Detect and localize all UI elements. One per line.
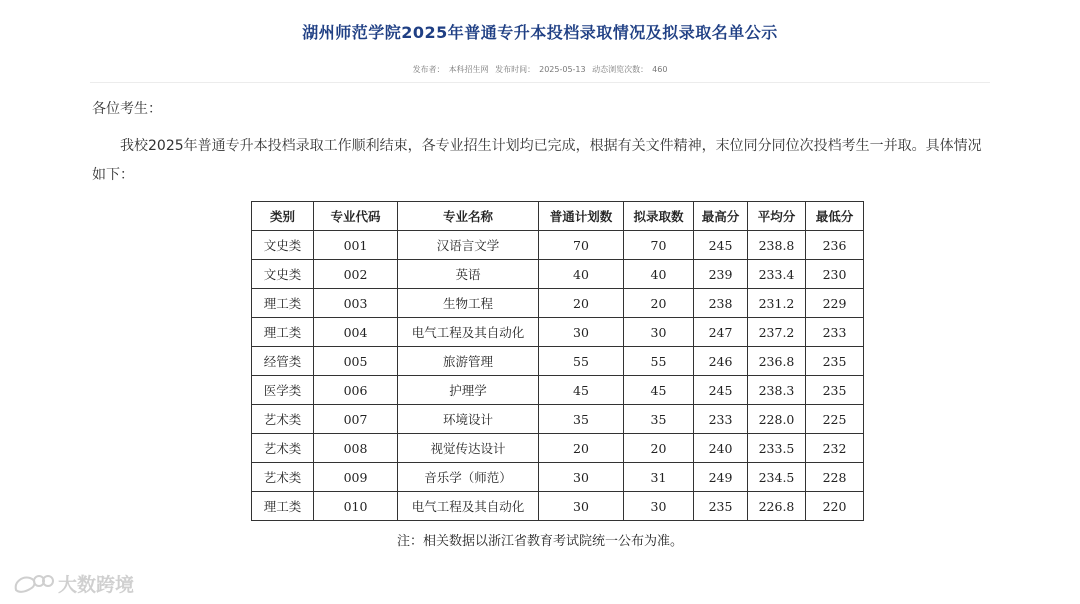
cell-max-score: 238: [694, 289, 748, 318]
cell-category: 理工类: [252, 289, 314, 318]
cell-min-score: 229: [806, 289, 864, 318]
cell-plan-count: 40: [539, 260, 624, 289]
cell-min-score: 230: [806, 260, 864, 289]
cell-major-name: 视觉传达设计: [398, 434, 539, 463]
cell-min-score: 220: [806, 492, 864, 521]
header-category: 类别: [252, 202, 314, 231]
cell-admit-count: 70: [624, 231, 694, 260]
cell-avg-score: 236.8: [748, 347, 806, 376]
cell-major-code: 001: [314, 231, 398, 260]
cell-category: 医学类: [252, 376, 314, 405]
cell-major-name: 护理学: [398, 376, 539, 405]
cell-max-score: 239: [694, 260, 748, 289]
cell-major-name: 电气工程及其自动化: [398, 492, 539, 521]
cell-avg-score: 238.8: [748, 231, 806, 260]
publisher: 本科招生网: [448, 65, 489, 74]
table-row: [252, 289, 864, 318]
divider: [90, 82, 990, 83]
cell-max-score: 249: [694, 463, 748, 492]
cell-min-score: 236: [806, 231, 864, 260]
cell-category: 艺术类: [252, 405, 314, 434]
cell-major-name: 环境设计: [398, 405, 539, 434]
header-admit-count: 拟录取数: [624, 202, 694, 231]
cell-admit-count: 40: [624, 260, 694, 289]
cell-avg-score: 228.0: [748, 405, 806, 434]
cell-plan-count: 70: [539, 231, 624, 260]
cell-max-score: 240: [694, 434, 748, 463]
table-row: [252, 434, 864, 463]
header-major-code: 专业代码: [314, 202, 398, 231]
cell-major-code: 010: [314, 492, 398, 521]
header-plan-count: 普通计划数: [539, 202, 624, 231]
header-avg-score: 平均分: [748, 202, 806, 231]
cell-avg-score: 237.2: [748, 318, 806, 347]
cell-category: 艺术类: [252, 463, 314, 492]
cell-major-name: 旅游管理: [398, 347, 539, 376]
cell-major-name: 生物工程: [398, 289, 539, 318]
cell-plan-count: 30: [539, 492, 624, 521]
table-row: [252, 260, 864, 289]
cell-min-score: 235: [806, 347, 864, 376]
cell-major-code: 005: [314, 347, 398, 376]
cell-major-name: 汉语言文学: [398, 231, 539, 260]
table-row: [252, 376, 864, 405]
footnote: 注：相关数据以浙江省教育考试院统一公布为准。: [396, 534, 683, 549]
salutation: 各位考生：: [92, 101, 162, 117]
cell-avg-score: 234.5: [748, 463, 806, 492]
cell-admit-count: 30: [624, 318, 694, 347]
header-max-score: 最高分: [694, 202, 748, 231]
cell-admit-count: 45: [624, 376, 694, 405]
cell-plan-count: 35: [539, 405, 624, 434]
cell-plan-count: 20: [539, 289, 624, 318]
table-row: [252, 463, 864, 492]
cell-major-code: 009: [314, 463, 398, 492]
header-min-score: 最低分: [806, 202, 864, 231]
cell-avg-score: 233.4: [748, 260, 806, 289]
cell-major-name: 音乐学（师范）: [398, 463, 539, 492]
cell-category: 文史类: [252, 260, 314, 289]
cell-major-code: 002: [314, 260, 398, 289]
cell-max-score: 247: [694, 318, 748, 347]
cell-avg-score: 233.5: [748, 434, 806, 463]
weibo-style-logo-icon: [12, 572, 54, 596]
table-header-row: [252, 202, 864, 231]
cell-major-name: 英语: [398, 260, 539, 289]
table-row: [252, 231, 864, 260]
cell-max-score: 246: [694, 347, 748, 376]
article-meta: [0, 64, 1080, 75]
watermark-text: 大数跨境: [58, 574, 135, 596]
cell-plan-count: 30: [539, 463, 624, 492]
cell-admit-count: 55: [624, 347, 694, 376]
watermark: [12, 570, 134, 597]
cell-avg-score: 226.8: [748, 492, 806, 521]
table-row: [252, 405, 864, 434]
cell-major-code: 003: [314, 289, 398, 318]
cell-admit-count: 30: [624, 492, 694, 521]
cell-category: 文史类: [252, 231, 314, 260]
table-row: [252, 492, 864, 521]
cell-admit-count: 20: [624, 289, 694, 318]
cell-category: 经管类: [252, 347, 314, 376]
cell-category: 理工类: [252, 318, 314, 347]
cell-plan-count: 30: [539, 318, 624, 347]
cell-min-score: 225: [806, 405, 864, 434]
cell-avg-score: 231.2: [748, 289, 806, 318]
header-major-name: 专业名称: [398, 202, 539, 231]
cell-min-score: 228: [806, 463, 864, 492]
cell-major-name: 电气工程及其自动化: [398, 318, 539, 347]
table-row: [252, 347, 864, 376]
intro-paragraph: 我校2025年普通专升本投档录取工作顺利结束，各专业招生计划均已完成，根据有关文件精神，末位同分同位次投档考生一并取。具体情况如下：: [92, 138, 982, 183]
cell-major-code: 004: [314, 318, 398, 347]
cell-min-score: 233: [806, 318, 864, 347]
cell-major-code: 006: [314, 376, 398, 405]
cell-max-score: 245: [694, 376, 748, 405]
article-title: 湖州师范学院2025年普通专升本投档录取情况及拟录取名单公示: [302, 23, 778, 42]
date-label: 发布时间：: [495, 65, 536, 74]
publisher-label: 发布者：: [412, 65, 445, 74]
table-row: [252, 318, 864, 347]
cell-plan-count: 45: [539, 376, 624, 405]
admission-table: [251, 201, 864, 521]
views-label: 动态浏览次数：: [592, 65, 649, 74]
cell-min-score: 235: [806, 376, 864, 405]
cell-plan-count: 55: [539, 347, 624, 376]
cell-admit-count: 35: [624, 405, 694, 434]
cell-category: 艺术类: [252, 434, 314, 463]
cell-max-score: 245: [694, 231, 748, 260]
cell-max-score: 233: [694, 405, 748, 434]
cell-major-code: 008: [314, 434, 398, 463]
cell-plan-count: 20: [539, 434, 624, 463]
cell-avg-score: 238.3: [748, 376, 806, 405]
cell-admit-count: 31: [624, 463, 694, 492]
cell-category: 理工类: [252, 492, 314, 521]
publish-date: 2025-05-13: [539, 65, 586, 74]
cell-major-code: 007: [314, 405, 398, 434]
cell-max-score: 235: [694, 492, 748, 521]
cell-min-score: 232: [806, 434, 864, 463]
cell-admit-count: 20: [624, 434, 694, 463]
view-count: 460: [652, 65, 668, 74]
